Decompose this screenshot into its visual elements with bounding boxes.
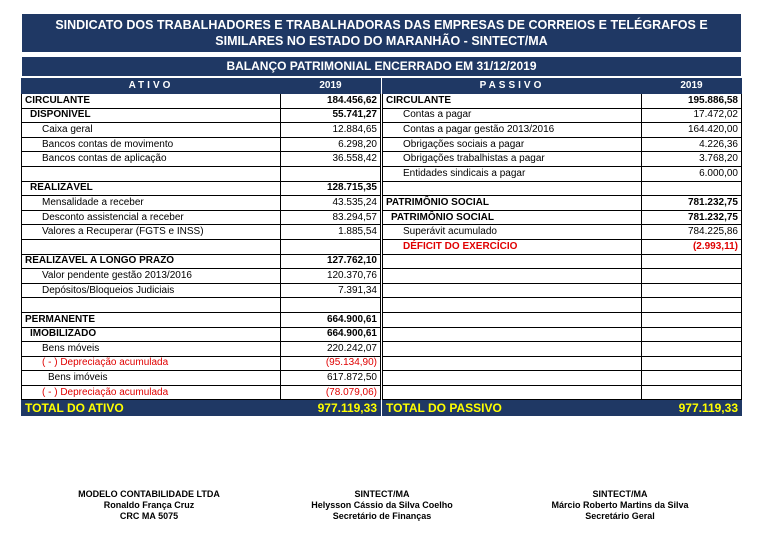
row-label: Contas a pagar xyxy=(383,108,642,123)
row-value: 664.900,61 xyxy=(281,327,381,342)
ativo-total-row xyxy=(22,400,381,416)
row-value xyxy=(642,371,742,386)
row-label xyxy=(383,269,642,284)
row-label: Caixa geral xyxy=(22,123,281,138)
row-value xyxy=(281,166,381,181)
row-label xyxy=(383,298,642,313)
row-label: Bens imóveis xyxy=(22,371,281,386)
row-label xyxy=(383,356,642,371)
passivo-header: PASSIVO xyxy=(383,79,642,94)
signature-line: SINTECT/MA xyxy=(354,489,410,499)
table-row xyxy=(22,181,381,196)
row-value: 781.232,75 xyxy=(642,196,742,211)
table-row xyxy=(22,371,381,386)
table-row xyxy=(383,166,742,181)
row-label: REALIZÁVEL xyxy=(22,181,281,196)
row-label xyxy=(383,371,642,386)
row-value xyxy=(642,269,742,284)
table-row xyxy=(383,225,742,240)
row-value: 220.242,07 xyxy=(281,342,381,357)
table-row xyxy=(383,269,742,284)
row-value: 6.298,20 xyxy=(281,137,381,152)
signature-line: Márcio Roberto Martins da Silva xyxy=(551,500,689,510)
row-label: Bancos contas de aplicação xyxy=(22,152,281,167)
table-row xyxy=(383,210,742,225)
row-value: 43.535,24 xyxy=(281,196,381,211)
passivo-total-row xyxy=(383,400,742,416)
row-value xyxy=(642,298,742,313)
table-row xyxy=(383,371,742,386)
row-label: ( - ) Depreciação acumulada xyxy=(22,385,281,400)
row-label xyxy=(383,312,642,327)
row-value: 4.226,36 xyxy=(642,137,742,152)
table-row xyxy=(22,385,381,400)
total-label: TOTAL DO PASSIVO xyxy=(383,400,642,416)
row-value xyxy=(642,181,742,196)
table-row xyxy=(383,298,742,313)
row-label: PERMANENTE xyxy=(22,312,281,327)
table-row xyxy=(22,137,381,152)
table-row xyxy=(22,166,381,181)
table-row xyxy=(22,196,381,211)
table-row xyxy=(22,254,381,269)
table-row xyxy=(22,298,381,313)
ativo-table xyxy=(21,78,381,416)
row-value: (78.079,06) xyxy=(281,385,381,400)
row-label: Valor pendente gestão 2013/2016 xyxy=(22,269,281,284)
row-value xyxy=(642,356,742,371)
table-row xyxy=(383,254,742,269)
row-label: Obrigações trabalhistas a pagar xyxy=(383,152,642,167)
signature-line: CRC MA 5075 xyxy=(119,511,179,521)
row-value: 781.232,75 xyxy=(642,210,742,225)
row-value: 120.370,76 xyxy=(281,269,381,284)
row-value: 617.872,50 xyxy=(281,371,381,386)
row-value: 1.885,54 xyxy=(281,225,381,240)
row-label: REALIZÁVEL A LONGO PRAZO xyxy=(22,254,281,269)
ativo-header: ATIVO xyxy=(22,79,281,94)
signature-line: Ronaldo França Cruz xyxy=(103,500,195,510)
passivo-table xyxy=(382,78,742,416)
signature-line: MODELO CONTABILIDADE LTDA xyxy=(78,489,220,499)
row-value: 12.884,65 xyxy=(281,123,381,138)
table-row xyxy=(22,356,381,371)
row-value: 55.741,27 xyxy=(281,108,381,123)
row-value: 184.456,62 xyxy=(281,94,381,109)
row-value xyxy=(642,283,742,298)
row-label: Desconto assistencial a receber xyxy=(22,210,281,225)
document-title xyxy=(22,14,741,52)
row-value xyxy=(642,385,742,400)
table-row xyxy=(383,385,742,400)
signature-general-secretary xyxy=(520,489,720,522)
table-row xyxy=(383,312,742,327)
table-row xyxy=(383,327,742,342)
row-value xyxy=(642,342,742,357)
row-label: Bancos contas de movimento xyxy=(22,137,281,152)
table-row xyxy=(383,181,742,196)
passivo-year: 2019 xyxy=(642,79,742,94)
total-value: 977.119,33 xyxy=(642,400,742,416)
ativo-header-row xyxy=(22,79,381,94)
document-subtitle: BALANÇO PATRIMONIAL ENCERRADO EM 31/12/2019 xyxy=(22,57,741,76)
row-label xyxy=(383,385,642,400)
row-label: DÉFICIT DO EXERCÍCIO xyxy=(383,239,642,254)
title-line-2: SIMILARES NO ESTADO DO MARANHÃO - SINTECT/MA xyxy=(215,34,548,48)
table-row xyxy=(22,225,381,240)
table-row xyxy=(383,108,742,123)
title-line-1: SINDICATO DOS TRABALHADORES E TRABALHADORAS DAS EMPRESAS DE CORREIOS E TELÉGRAFOS E xyxy=(55,18,708,32)
row-value: 784.225,86 xyxy=(642,225,742,240)
ativo-year: 2019 xyxy=(281,79,381,94)
row-value: 164.420,00 xyxy=(642,123,742,138)
table-row xyxy=(22,123,381,138)
row-value xyxy=(281,239,381,254)
row-label: Bens móveis xyxy=(22,342,281,357)
row-value: 7.391,34 xyxy=(281,283,381,298)
row-label xyxy=(383,254,642,269)
row-label: CIRCULANTE xyxy=(383,94,642,109)
table-row xyxy=(22,283,381,298)
table-row xyxy=(22,108,381,123)
total-value: 977.119,33 xyxy=(281,400,381,416)
table-row xyxy=(383,196,742,211)
row-label: CIRCULANTE xyxy=(22,94,281,109)
row-label: Superávit acumulado xyxy=(383,225,642,240)
table-row xyxy=(383,356,742,371)
row-value xyxy=(642,254,742,269)
row-label: Depósitos/Bloqueios Judiciais xyxy=(22,283,281,298)
row-label: Valores a Recuperar (FGTS e INSS) xyxy=(22,225,281,240)
row-value: 6.000,00 xyxy=(642,166,742,181)
total-label: TOTAL DO ATIVO xyxy=(22,400,281,416)
signature-accountant xyxy=(49,489,249,522)
table-row xyxy=(22,342,381,357)
table-row xyxy=(383,123,742,138)
table-row xyxy=(383,94,742,109)
table-row xyxy=(383,342,742,357)
row-label: DISPONÍVEL xyxy=(22,108,281,123)
row-value: (2.993,11) xyxy=(642,239,742,254)
table-row xyxy=(22,327,381,342)
row-value xyxy=(281,298,381,313)
row-label: IMOBILIZADO xyxy=(22,327,281,342)
row-label: Mensalidade a receber xyxy=(22,196,281,211)
row-value: 83.294,57 xyxy=(281,210,381,225)
passivo-header-row xyxy=(383,79,742,94)
row-value: 664.900,61 xyxy=(281,312,381,327)
signature-line: Secretário Geral xyxy=(585,511,655,521)
row-label xyxy=(383,283,642,298)
row-value xyxy=(642,312,742,327)
row-label xyxy=(383,327,642,342)
table-row xyxy=(22,269,381,284)
row-label: PATRIMÔNIO SOCIAL xyxy=(383,210,642,225)
row-value: (95.134,90) xyxy=(281,356,381,371)
table-row xyxy=(22,152,381,167)
row-value: 127.762,10 xyxy=(281,254,381,269)
row-value: 36.558,42 xyxy=(281,152,381,167)
row-label xyxy=(22,166,281,181)
table-row xyxy=(383,239,742,254)
signature-finance-secretary xyxy=(282,489,482,522)
row-label: PATRIMÔNIO SOCIAL xyxy=(383,196,642,211)
table-row xyxy=(22,312,381,327)
table-row xyxy=(383,283,742,298)
row-label xyxy=(383,181,642,196)
row-label xyxy=(22,239,281,254)
table-row xyxy=(383,152,742,167)
signature-line: Secretário de Finanças xyxy=(332,511,432,521)
row-value: 17.472,02 xyxy=(642,108,742,123)
row-label: Entidades sindicais a pagar xyxy=(383,166,642,181)
row-label xyxy=(383,342,642,357)
row-value: 128.715,35 xyxy=(281,181,381,196)
table-row xyxy=(383,137,742,152)
row-value: 195.886,58 xyxy=(642,94,742,109)
signature-line: Helysson Cássio da Silva Coelho xyxy=(311,500,453,510)
table-row xyxy=(22,210,381,225)
row-label: Contas a pagar gestão 2013/2016 xyxy=(383,123,642,138)
row-value: 3.768,20 xyxy=(642,152,742,167)
row-label: ( - ) Depreciação acumulada xyxy=(22,356,281,371)
table-row xyxy=(22,94,381,109)
row-value xyxy=(642,327,742,342)
signature-line: SINTECT/MA xyxy=(592,489,648,499)
row-label: Obrigações sociais a pagar xyxy=(383,137,642,152)
row-label xyxy=(22,298,281,313)
table-row xyxy=(22,239,381,254)
